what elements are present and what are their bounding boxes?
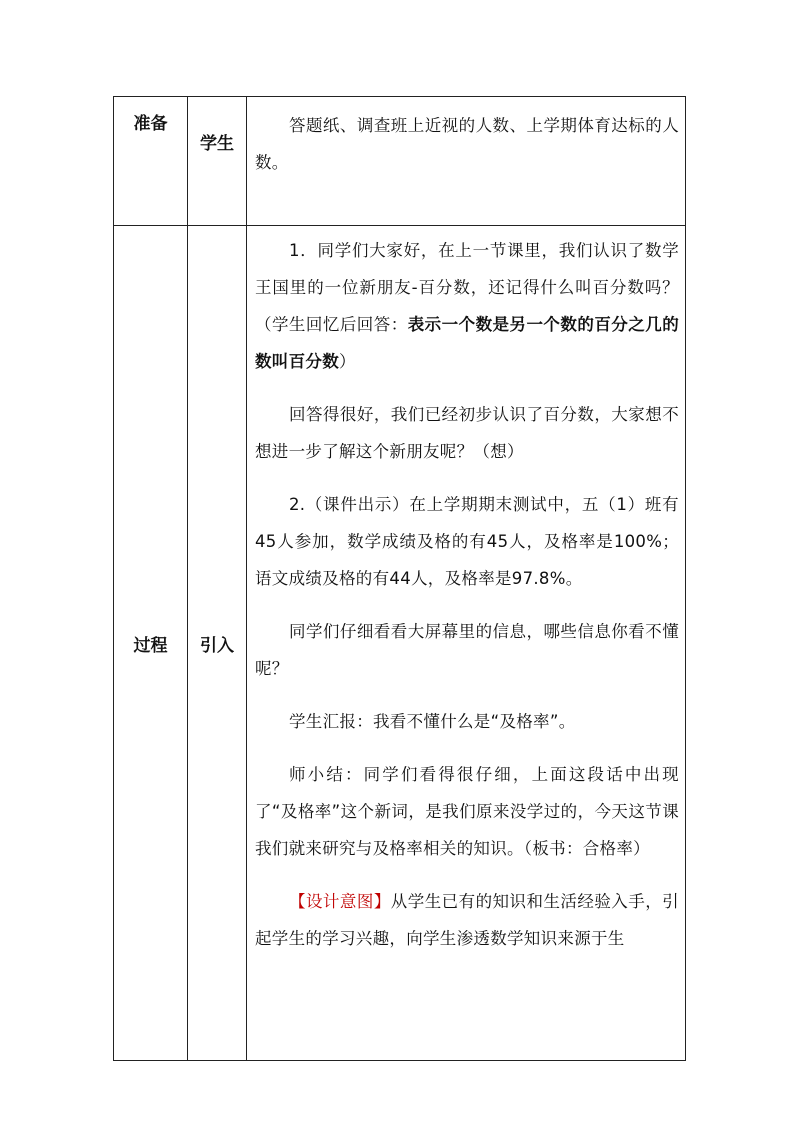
row-label-process: 过程 [114,226,188,1061]
prep-materials-text: 答题纸、调查班上近视的人数、上学期体育达标的人数。 [255,116,679,172]
paragraph-5: 学生汇报：我看不懂什么是“及格率”。 [289,712,576,731]
paragraph-1-text: 1．同学们大家好，在上一节课里，我们认识了数学王国里的一位新朋友-百分数，还记得什么叫百分数吗？（学生回忆后回答： [255,241,679,334]
paragraph-2: 回答得很好，我们已经初步认识了百分数，大家想不想进一步了解这个新朋友呢？（想） [255,405,679,461]
row-sublabel-student: 学生 [188,97,247,226]
design-intent-tag: 【设计意图】 [289,892,391,911]
design-intent-text: 从学生已有的知识和生活经验入手，引起学生的学习兴趣，向学生渗透数学知识来源于生 [255,892,679,948]
paragraph-6: 师小结：同学们看得很仔细，上面这段话中出现了“及格率”这个新词，是我们原来没学过的，今天这节课我们就来研究与及格率相关的知识。（板书：合格率） [255,765,679,858]
paragraph-1-end: ） [339,352,356,371]
design-intent-paragraph [255,883,679,957]
percent-definition: 表示一个数是另一个数的百分之几的数叫百分数 [255,315,679,371]
row-sublabel-intro: 引入 [188,226,247,1061]
process-content-cell [247,226,686,1061]
paragraph-1 [255,232,679,380]
table-row [114,226,686,1061]
paragraph-3: 2.（课件出示）在上学期期末测试中，五（1）班有45人参加，数学成绩及格的有45人，及格率是100%；语文成绩及格的有44人，及格率是97.8%。 [255,495,679,588]
lesson-plan-table [113,96,686,1061]
paragraph-4: 同学们仔细看看大屏幕里的信息，哪些信息你看不懂呢？ [255,622,679,678]
row-label-prep: 准备 [114,97,188,226]
prep-content-cell [247,97,686,226]
table-row [114,97,686,226]
